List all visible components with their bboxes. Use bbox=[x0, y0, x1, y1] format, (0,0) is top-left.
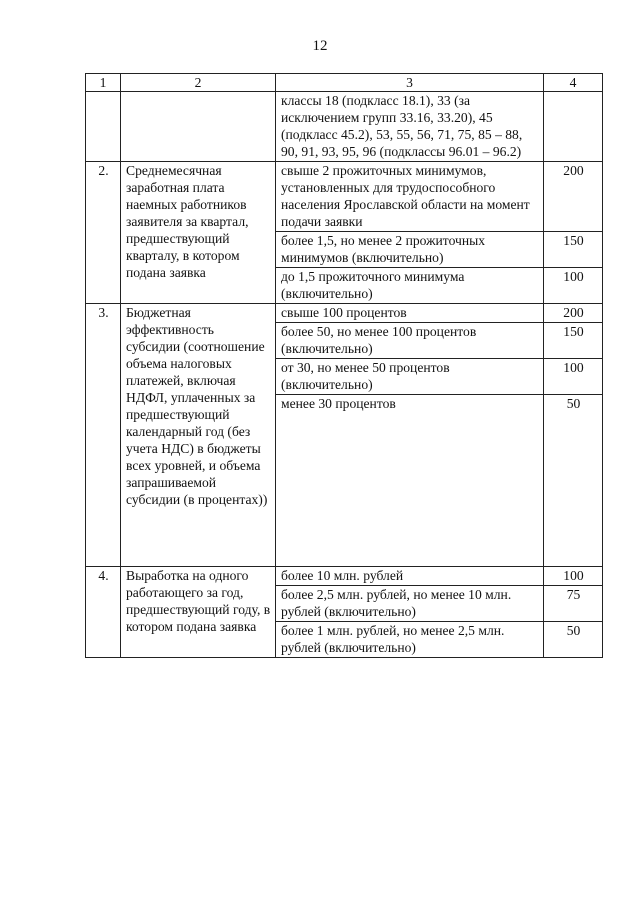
page-number: 12 bbox=[312, 38, 328, 54]
points-cell: 150 bbox=[544, 232, 603, 268]
table-row bbox=[86, 162, 603, 232]
points-cell: 200 bbox=[544, 162, 603, 232]
points-cell: 200 bbox=[544, 304, 603, 323]
table-row bbox=[86, 92, 603, 162]
condition-cell: до 1,5 прожиточного минимума (включительно) bbox=[276, 268, 544, 304]
criterion-number: 4. bbox=[86, 567, 121, 658]
criterion-number: 2. bbox=[86, 162, 121, 304]
points-cell: 100 bbox=[544, 567, 603, 586]
points-cell: 50 bbox=[544, 395, 603, 567]
table-header-row bbox=[86, 74, 603, 92]
condition-cell: более 50, но менее 100 процентов (включительно) bbox=[276, 323, 544, 359]
condition-cell: более 1 млн. рублей, но менее 2,5 млн. рублей (включительно) bbox=[276, 622, 544, 658]
criterion-name: Среднемесячная заработная плата наемных работников заявителя за квартал, предшествующий кварталу, в котором подана заявка bbox=[121, 162, 276, 304]
condition-cell: от 30, но менее 50 процентов (включительно) bbox=[276, 359, 544, 395]
points-cell: 150 bbox=[544, 323, 603, 359]
points-cell: 100 bbox=[544, 359, 603, 395]
condition-cell: классы 18 (подкласс 18.1), 33 (за исключением групп 33.16, 33.20), 45 (подкласс 45.2), 53, 55, 56, 71, 75, 85 – 88, 90, 91, 93, 95, 96 (подклассы 96.01 – 96.2) bbox=[276, 92, 544, 162]
condition-cell: более 2,5 млн. рублей, но менее 10 млн. рублей (включительно) bbox=[276, 586, 544, 622]
column-header: 2 bbox=[121, 74, 276, 92]
condition-cell: более 10 млн. рублей bbox=[276, 567, 544, 586]
points-cell bbox=[544, 92, 603, 162]
points-cell: 50 bbox=[544, 622, 603, 658]
condition-cell: менее 30 процентов bbox=[276, 395, 544, 567]
condition-cell: свыше 2 прожиточных минимумов, установленных для трудоспособного населения Ярославской области на момент подачи заявки bbox=[276, 162, 544, 232]
criterion-name-cell bbox=[121, 92, 276, 162]
number-cell bbox=[86, 92, 121, 162]
points-cell: 75 bbox=[544, 586, 603, 622]
criteria-table bbox=[85, 73, 603, 658]
column-header: 1 bbox=[86, 74, 121, 92]
criterion-name: Выработка на одного работающего за год, предшествующий году, в котором подана заявка bbox=[121, 567, 276, 658]
condition-cell: более 1,5, но менее 2 прожиточных минимумов (включительно) bbox=[276, 232, 544, 268]
table-row bbox=[86, 304, 603, 323]
points-cell: 100 bbox=[544, 268, 603, 304]
column-header: 4 bbox=[544, 74, 603, 92]
criterion-name: Бюджетная эффективность субсидии (соотношение объема налоговых платежей, включая НДФЛ, уплаченных за предшествующий календарный год (без учета НДС) в бюджеты всех уровней, и объема запрашиваемой субсидии (в процентах)) bbox=[121, 304, 276, 567]
condition-cell: свыше 100 процентов bbox=[276, 304, 544, 323]
column-header: 3 bbox=[276, 74, 544, 92]
table-row bbox=[86, 567, 603, 586]
criterion-number: 3. bbox=[86, 304, 121, 567]
